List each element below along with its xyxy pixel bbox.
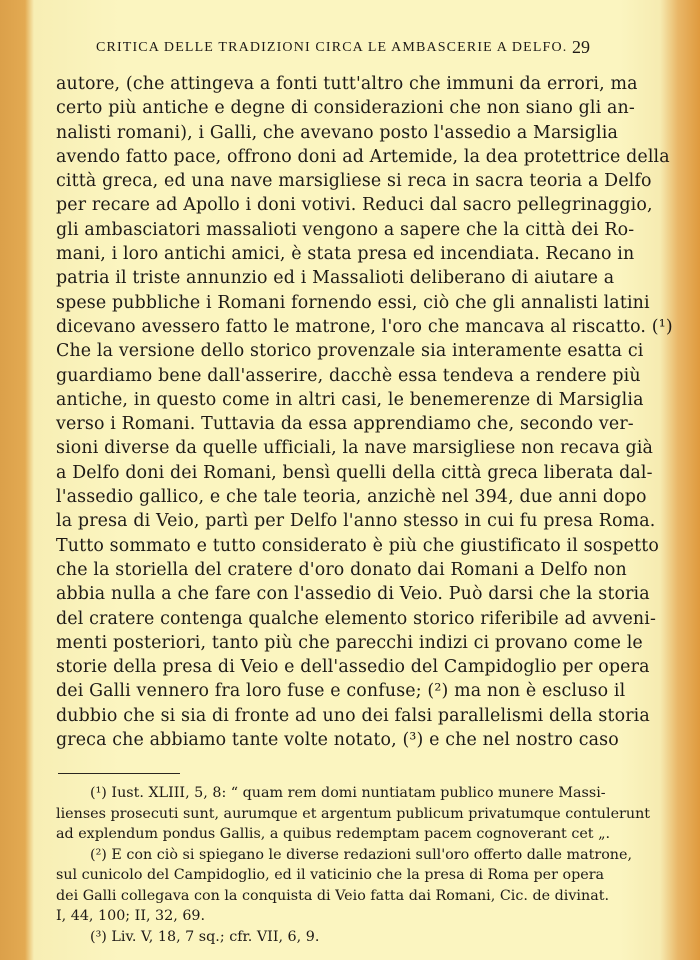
text-line: mani, i loro antichi amici, è stata presa ed incendiata. Recano in (56, 244, 635, 265)
main-text (56, 72, 673, 752)
text-line: Tutto sommato e tutto considerato è più che giustificato il sospetto (56, 535, 659, 556)
footnote-line: ad explendum pondus Gallis, a quibus redemptam pacem cognoverant cet „. (56, 826, 611, 842)
footnote-1 (56, 783, 651, 845)
text-line: abbia nulla a che fare con l'assedio di Veio. Può darsi che la storia (56, 584, 650, 605)
footnote-line: (¹) Iust. XLIII, 5, 8: “ quam rem domi nuntiatam publico munere Massi- (90, 785, 606, 801)
footnotes (56, 783, 651, 947)
footnote-line: I, 44, 100; II, 32, 69. (56, 908, 206, 924)
text-line: sioni diverse da quelle ufficiali, la nave marsigliese non recava già (56, 438, 654, 459)
text-line: che la storiella del cratere d'oro donato dai Romani a Delfo non (56, 559, 627, 580)
text-line: autore, (che attingeva a fonti tutt'altro che immuni da errori, ma (56, 74, 638, 94)
text-line: storie della presa di Veio e dell'assedio del Campidoglio per opera (56, 657, 650, 678)
text-line: a Delfo doni dei Romani, bensì quelli della città greca liberata dal- (56, 462, 653, 483)
text-line: certo più antiche e degne di considerazioni che non siano gli an- (56, 98, 635, 119)
text-line: per recare ad Apollo i doni votivi. Reduci dal sacro pellegrinaggio, (56, 195, 653, 216)
text-line: verso i Romani. Tuttavia da essa apprendiamo che, secondo ver- (56, 414, 634, 435)
text-line: antiche, in questo come in altri casi, le benemerenze di Marsiglia (56, 389, 644, 410)
footnote-line: (³) Liv. V, 18, 7 sq.; cfr. VII, 6, 9. (90, 928, 320, 945)
text-line: avendo fatto pace, offrono doni ad Artemide, la dea protettrice della (56, 146, 670, 167)
page-number: 29 (572, 37, 590, 57)
text-line: menti posteriori, tanto più che parecchi indizi ci provano come le (56, 632, 643, 653)
text-line: del cratere contenga qualche elemento storico riferibile ad avveni- (56, 608, 656, 629)
text-line: greca che abbiamo tante volte notato, (³) e che nel nostro caso (56, 730, 619, 751)
text-line: gli ambasciatori massalioti vengono a sapere che la città dei Ro- (56, 219, 635, 240)
footnote-line: sul cunicolo del Campidoglio, ed il vaticinio che la presa di Roma per opera (56, 867, 605, 883)
text-line: dubbio che si sia di fronte ad uno dei falsi parallelismi della storia (56, 705, 650, 726)
text-line: città greca, ed una nave marsigliese si reca in sacra teoria a Delfo (56, 171, 652, 192)
footnote-line: (²) E con ciò si spiegano le diverse redazioni sull'oro offerto dalle matrone, (90, 846, 633, 863)
footnote-3 (56, 927, 590, 948)
footnote-line: lienses prosecuti sunt, aurumque et argentum publicum privatumque contulerunt (56, 805, 651, 822)
text-line: dicevano avessero fatto le matrone, l'oro che mancava al riscatto. (¹) (56, 316, 673, 337)
text-line: la presa di Veio, partì per Delfo l'anno stesso in cui fu presa Roma. (56, 511, 656, 532)
text-line: dei Galli vennero fra loro fuse e confuse; (²) ma non è escluso il (56, 681, 626, 702)
text-line: spese pubbliche i Romani fornendo essi, ciò che gli annalisti latini (56, 292, 650, 313)
footnote-2 (56, 845, 633, 927)
text-line: guardiamo bene dall'asserire, dacchè essa tendeva a rendere più (56, 365, 641, 386)
text-line: nalisti romani), i Galli, che avevano posto l'assedio a Marsiglia (56, 122, 618, 143)
text-line: l'assedio gallico, e che tale teoria, anzichè nel 394, due anni dopo (56, 487, 647, 508)
footnote-divider (58, 773, 180, 774)
footnote-line: dei Galli collegava con la conquista di Veio fatta dai Romani, Cic. de divinat. (56, 887, 610, 904)
text-line: patria il triste annunzio ed i Massalioti deliberano di aiutare a (56, 268, 615, 289)
text-line: Che la versione dello storico provenzale sia interamente esatta ci (56, 341, 644, 362)
running-title: CRITICA DELLE TRADIZIONI CIRCA LE AMBASCERIE A DELFO. (96, 40, 568, 55)
